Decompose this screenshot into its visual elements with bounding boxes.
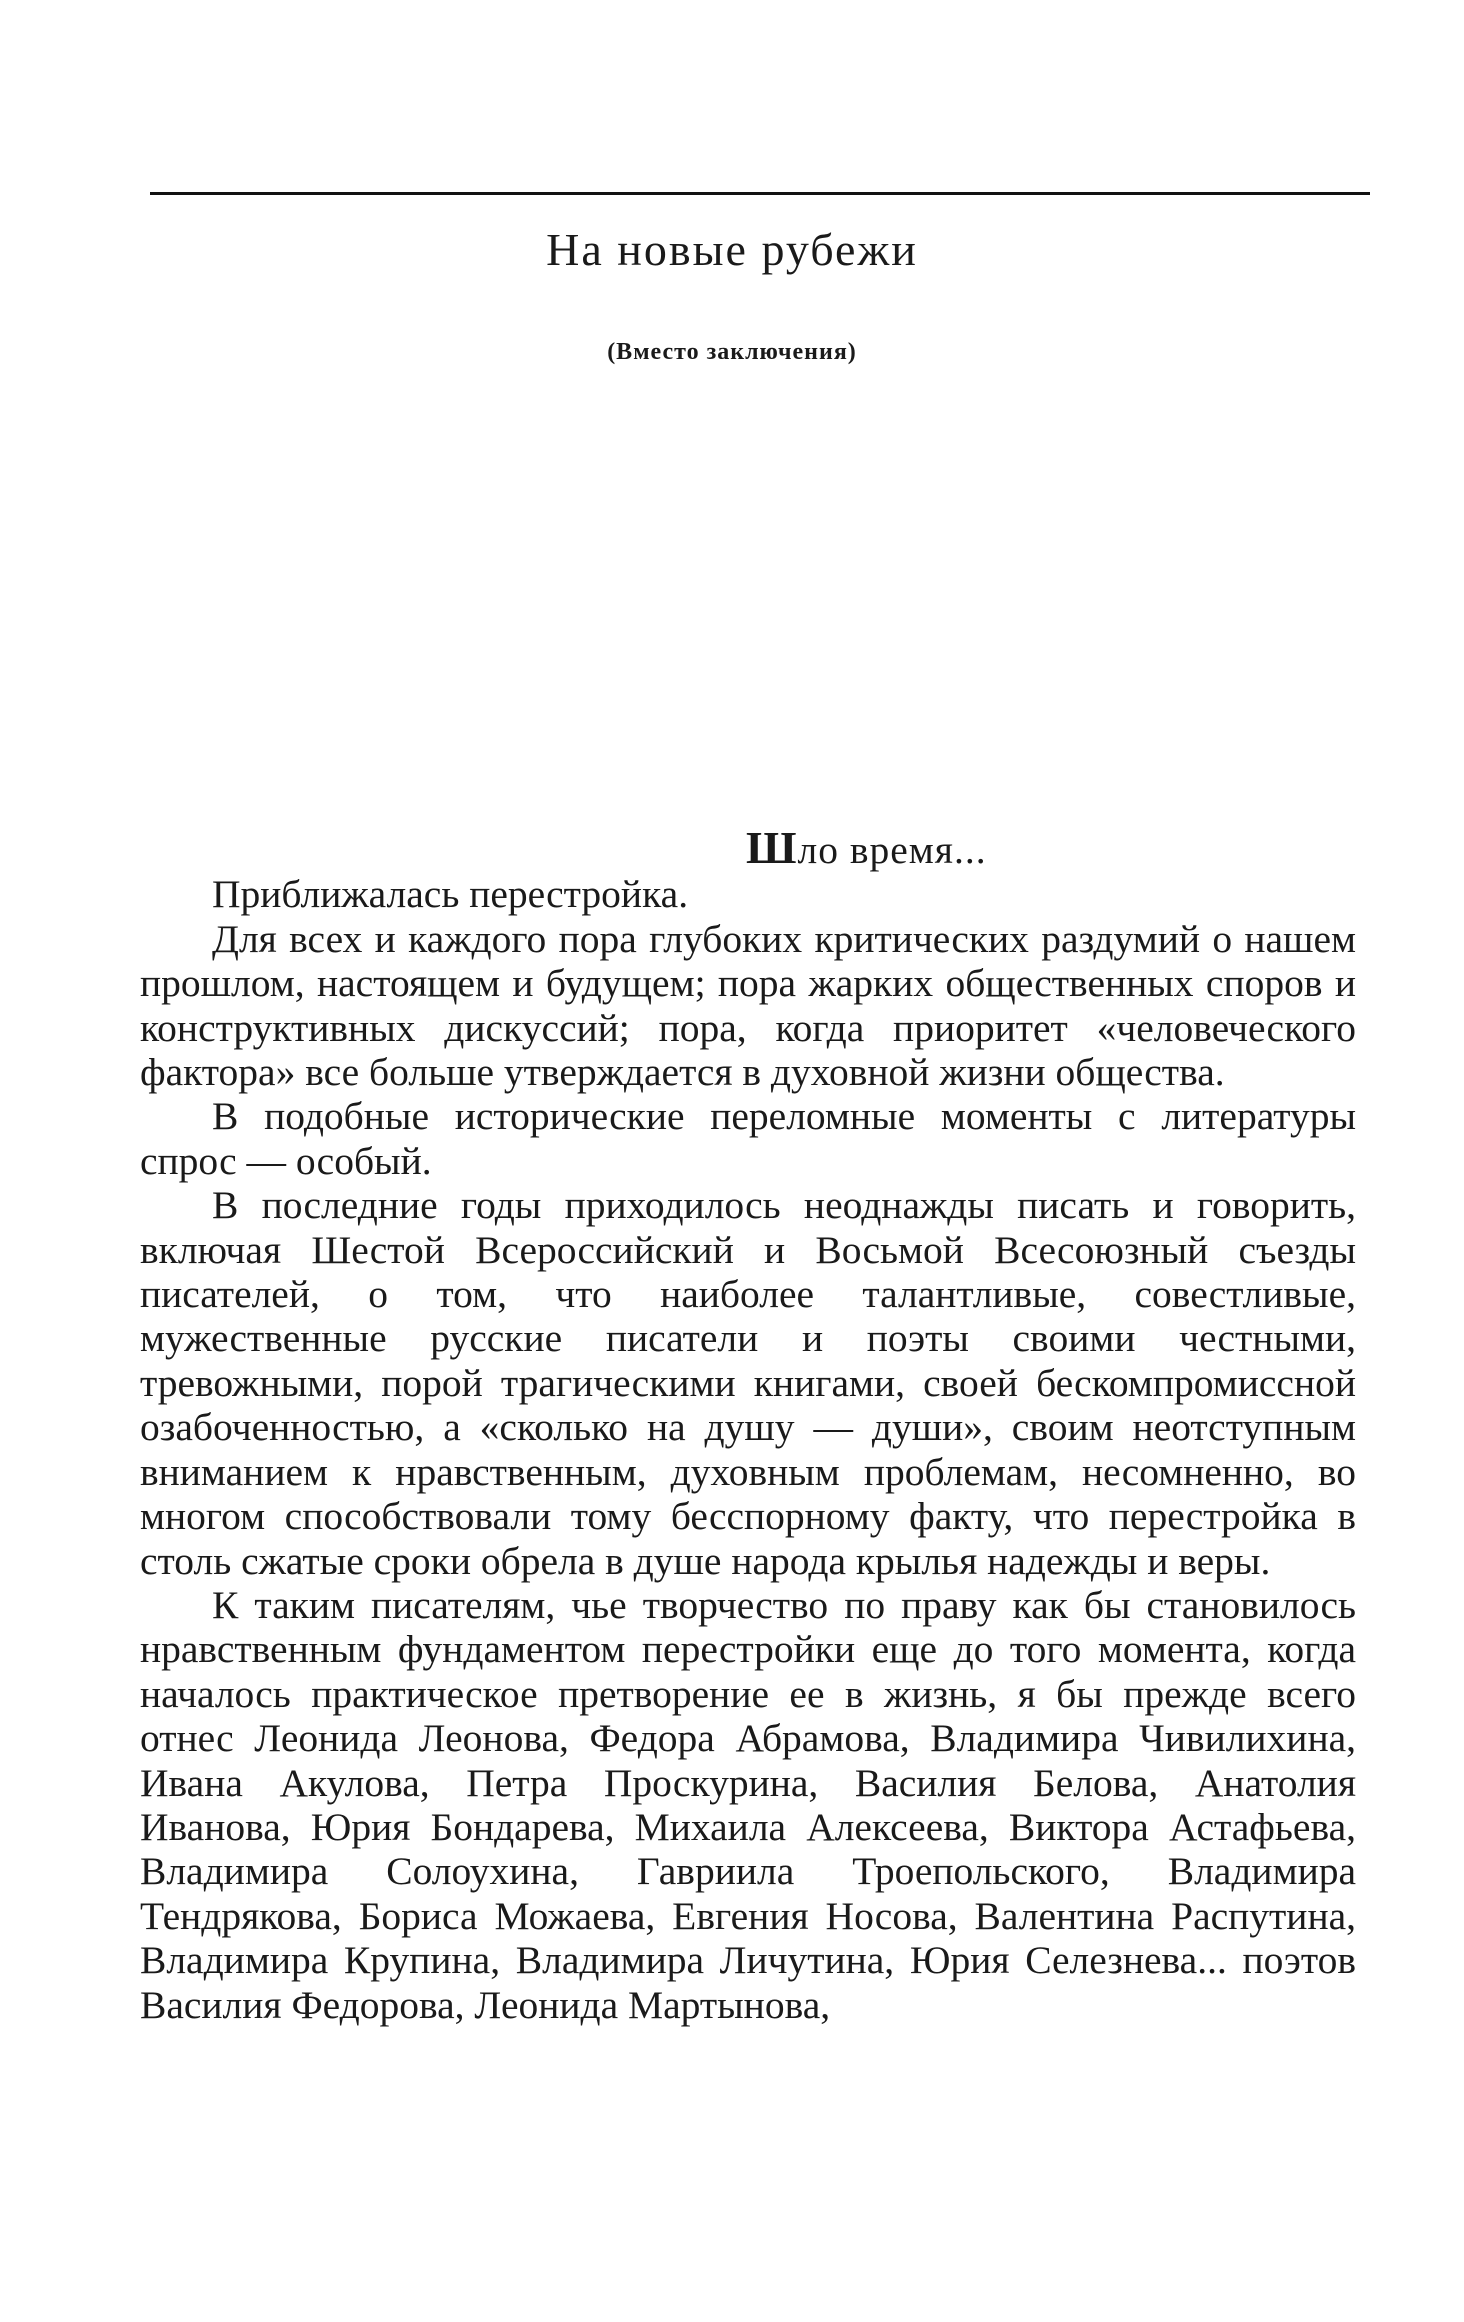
drop-cap: Ш xyxy=(746,822,798,873)
paragraph: Приближалась перестройка. xyxy=(212,872,689,917)
chapter-subtitle: (Вместо заключения) xyxy=(607,339,857,365)
paragraph: К таким писателям, чье творчество по праву как бы становилось нравственным фундаментом перестройки еще до того момента, когда началось практическое претворение ее в жизнь, я бы прежде всего отнес Леонида Леонова, Федора Абрамова, Владимира Чивилихина, Ивана Акулова, Петра Проскурина, Василия Белова, Анатолия Иванова, Юрия Бондарева, Михаила Алексеева, Виктора Астафьева, Владимира Солоухина, Гавриила Троепольского, Владимира Тендрякова, Бориса Можаева, Евгения Носова, Валентина Распутина, Владимира Крупина, Владимира Личутина, Юрия Селезнева... поэтов Василия Федорова, Леонида Мартынова, xyxy=(140,1582,1356,2027)
chapter-title: На новые рубежи xyxy=(546,224,918,275)
header-rule xyxy=(150,192,1370,195)
opening-line-text: ло время... xyxy=(797,828,987,872)
paragraph: В последние годы приходилось неоднажды писать и говорить, включая Шестой Всероссийский и Восьмой Всесоюзный съезды писателей, о том, что наиболее талантливые, совестливые, мужественные русские писатели и поэты своими честными, тревожными, порой трагическими книгами, своей бескомпромиссной озабоченностью, а «сколько на душу — души», своим неотступным вниманием к нравственным, духовным проблемам, несомненно, во многом способствовали тому бесспорному факту, что перестройка в столь сжатые сроки обрела в душе народа крылья надежды и веры. xyxy=(140,1183,1356,1583)
body-text xyxy=(140,822,1356,2027)
opening-line xyxy=(140,822,1356,873)
paragraph: Для всех и каждого пора глубоких критических раздумий о нашем прошлом, настоящем и будущем; пора жарких общественных споров и конструктивных дискуссий; пора, когда приоритет «человеческого фактора» все больше утверждается в духовной жизни общества. xyxy=(140,916,1356,1095)
paragraph: В подобные исторические переломные моменты с литературы спрос — особый. xyxy=(140,1094,1356,1183)
